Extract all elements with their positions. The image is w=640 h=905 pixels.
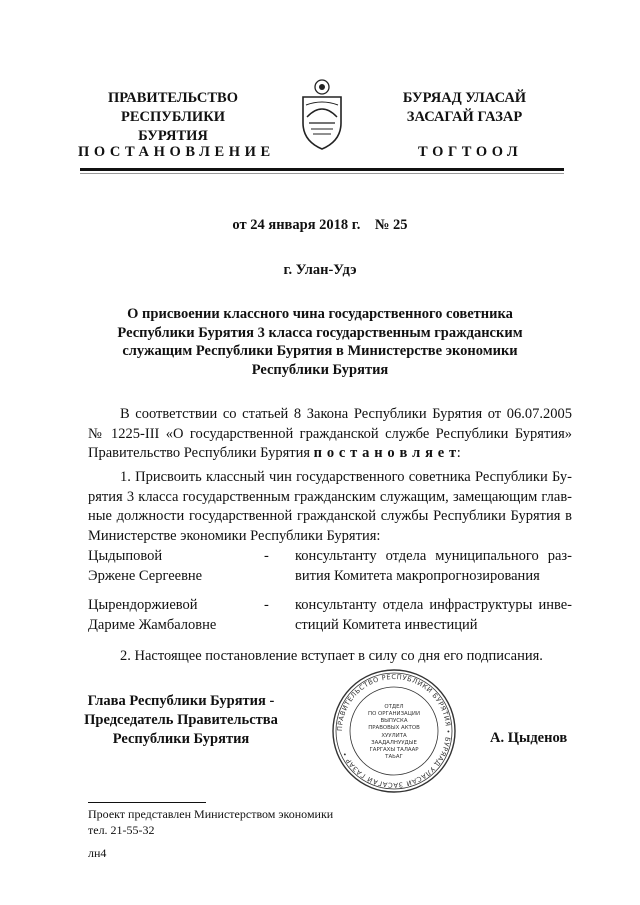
doc-type-buryat: ТОГТООЛ bbox=[418, 144, 523, 160]
emblem-icon bbox=[297, 77, 347, 152]
org-name-buryat bbox=[387, 89, 542, 127]
person-position-line2: вития Комитета макропрогнозирования bbox=[295, 567, 540, 584]
footer-code: лн4 bbox=[88, 846, 107, 860]
preamble bbox=[88, 405, 572, 464]
title-line: О присвоении классного чина государственного советника bbox=[127, 306, 513, 322]
preamble-line: В соответствии со статьей 8 Закона Республики Бурятия от 06.07.2005 bbox=[120, 406, 572, 422]
item-1-line: ные должности государственной гражданской службы Республики Бурятия в bbox=[88, 508, 572, 524]
stamp-ring-text: ПРАВИТЕЛЬСТВО РЕСПУБЛИКИ БУРЯТИЯ • БУРЯАД УЛАСАЙ ЗАСАГАЙ ГАЗАР • bbox=[335, 672, 453, 790]
person-position-line2: стиций Комитета инвестиций bbox=[295, 616, 478, 633]
item-2: 2. Настоящее постановление вступает в силу со дня его подписания. bbox=[120, 648, 543, 664]
date-number: от 24 января 2018 г. № 25 bbox=[232, 217, 408, 233]
city: г. Улан-Удэ bbox=[283, 262, 357, 278]
person-dash: - bbox=[264, 597, 269, 613]
org-name-line1: ПРАВИТЕЛЬСТВО bbox=[108, 90, 238, 106]
org-name-line2: РЕСПУБЛИКИ БУРЯТИЯ bbox=[120, 109, 226, 144]
svg-text:ПРАВИТЕЛЬСТВО РЕСПУБЛИКИ БУРЯТ bbox=[336, 673, 452, 789]
person-row bbox=[88, 547, 572, 587]
doc-type-russian: ПОСТАНОВЛЕНИЕ bbox=[78, 144, 275, 160]
person-name bbox=[88, 547, 268, 586]
person-row bbox=[88, 596, 572, 636]
stamp-line: ГАРГАХЫ ТАЛААР bbox=[369, 747, 419, 753]
footer-phone: тел. 21-55-32 bbox=[88, 823, 155, 837]
official-stamp bbox=[330, 667, 458, 795]
title-line: Республики Бурятия 3 класса государственным гражданским bbox=[117, 324, 523, 341]
person-position-line1: консультанту отдела муниципального раз- bbox=[295, 548, 572, 564]
stamp-line: ВЫПУСКА bbox=[380, 718, 408, 724]
item-1-line: рятия 3 класса государственным гражданским служащим, замещающим глав- bbox=[88, 488, 572, 505]
doc-title bbox=[0, 305, 640, 379]
item-1-line: Министерстве экономики Республики Бурятия: bbox=[88, 527, 381, 544]
item-1-line: 1. Присвоить классный чин государственного советника Республики Бу- bbox=[120, 469, 572, 485]
preamble-government: Правительство Республики Бурятия bbox=[88, 445, 311, 461]
person-given-names: Эржене Сергеевне bbox=[88, 567, 203, 584]
person-given-names: Дариме Жамбаловне bbox=[88, 616, 217, 633]
stamp-line: ЗААДАЛНУУДЫЕ bbox=[371, 740, 417, 746]
stamp-line: ТАЬАГ bbox=[385, 754, 403, 760]
person-surname: Цыдыповой bbox=[88, 548, 163, 564]
header-rule bbox=[80, 168, 564, 171]
org-name-buryat-line1: БУРЯАД УЛАСАЙ bbox=[402, 90, 527, 106]
org-name-russian bbox=[88, 89, 258, 146]
signatory-post-line: Глава Республики Бурятия - bbox=[87, 693, 275, 709]
person-name bbox=[88, 596, 268, 635]
item-1 bbox=[88, 468, 572, 546]
stamp-line: ХУУЛИТА bbox=[381, 733, 407, 739]
preamble-colon: : bbox=[456, 445, 461, 461]
signatory-post bbox=[76, 692, 286, 749]
signatory-post-line: Председатель Правительства bbox=[84, 712, 278, 728]
stamp-line: ПО ОРГАНИЗАЦИИ bbox=[368, 711, 420, 717]
person-surname: Цырендоржиевой bbox=[88, 597, 198, 613]
footer-rule bbox=[88, 802, 206, 803]
stamp-line: ПРАВОВЫХ АКТОВ bbox=[368, 725, 420, 731]
preamble-decree: п о с т а н о в л я е т bbox=[313, 445, 457, 461]
header-rule-thin bbox=[80, 173, 564, 174]
signatory-name: А. Цыденов bbox=[490, 730, 568, 746]
person-position bbox=[295, 547, 572, 586]
preamble-line-last bbox=[88, 444, 572, 464]
person-position bbox=[295, 596, 572, 635]
footer-project: Проект представлен Министерством экономики bbox=[88, 807, 334, 821]
signatory-post-line: Республики Бурятия bbox=[112, 731, 250, 747]
person-dash: - bbox=[264, 548, 269, 564]
stamp-line: ОТДЕЛ bbox=[384, 704, 404, 710]
title-line: Республики Бурятия bbox=[251, 361, 389, 378]
title-line: служащим Республики Бурятия в Министерстве экономики bbox=[122, 343, 518, 359]
footer-note bbox=[88, 806, 333, 838]
person-position-line1: консультанту отдела инфраструктуры инве- bbox=[295, 597, 572, 613]
org-name-buryat-line2: ЗАСАГАЙ ГАЗАР bbox=[406, 109, 523, 125]
preamble-line: № 1225-III «О государственной гражданской службе Республики Бурятия» bbox=[88, 425, 572, 442]
